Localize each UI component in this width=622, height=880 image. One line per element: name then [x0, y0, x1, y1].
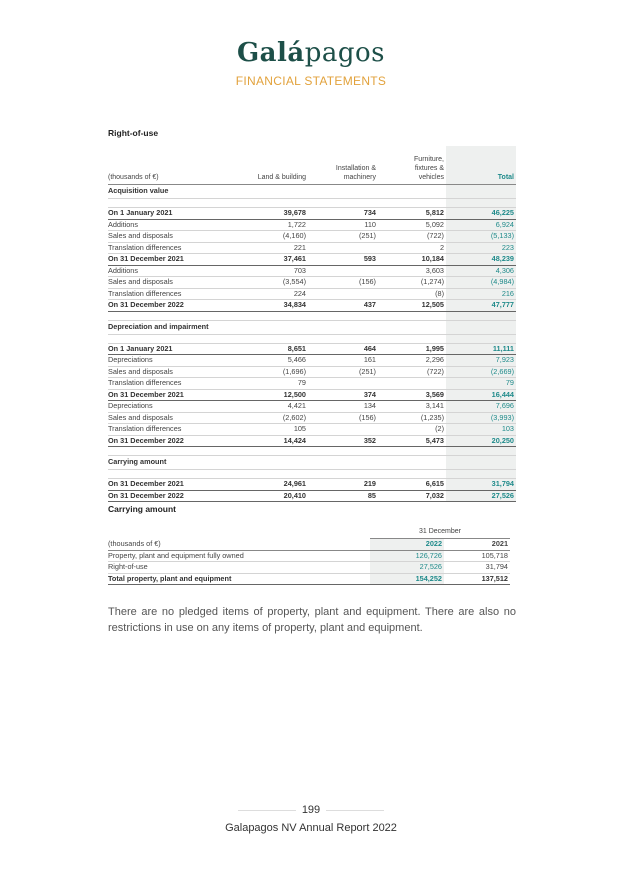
- page-number: 199: [301, 804, 321, 816]
- rou-carry-heading: Carrying amount: [108, 456, 250, 470]
- logo-light-part: pagos: [304, 38, 386, 68]
- rou-col-furniture-l3: vehicles: [418, 174, 444, 181]
- rou-col-furniture-l2: fixtures &: [414, 165, 444, 172]
- spacer-cell: [108, 470, 250, 479]
- rou-carry-heading-row: [108, 456, 516, 470]
- cell-total: 4,306: [446, 265, 516, 277]
- cell-furniture: 12,505: [378, 300, 446, 312]
- row-label: On 31 December 2021: [108, 389, 250, 401]
- empty-cell: [308, 456, 378, 470]
- cell-2022: 27,526: [370, 562, 444, 574]
- spacer-cell: [378, 199, 446, 208]
- rou-dep-heading: Depreciation and impairment: [108, 320, 250, 334]
- ca-group-row: [108, 526, 510, 539]
- cell-installation: 134: [308, 401, 378, 413]
- ca-col-2021: 2021: [444, 539, 510, 551]
- spacer-cell: [108, 199, 250, 208]
- cell-furniture: 5,092: [378, 219, 446, 231]
- table-row: [108, 366, 516, 378]
- rou-section-title: Right-of-use: [108, 128, 159, 138]
- cell-land: 8,651: [250, 343, 308, 355]
- row-label: Depreciations: [108, 401, 250, 413]
- cell-installation: 352: [308, 435, 378, 447]
- row-label: On 1 January 2021: [108, 343, 250, 355]
- cell-furniture: 7,032: [378, 490, 446, 502]
- spacer-cell: [250, 199, 308, 208]
- spacer-row: [108, 470, 516, 479]
- table-row: [108, 424, 516, 436]
- rou-col-installation-l2: machinery: [343, 174, 376, 181]
- row-label: Depreciations: [108, 355, 250, 367]
- spacer-row: [108, 311, 516, 320]
- report-title: Galapagos NV Annual Report 2022: [225, 822, 397, 834]
- ca-col-2022: 2022: [370, 539, 444, 551]
- spacer-cell: [378, 470, 446, 479]
- cell-furniture: 3,603: [378, 265, 446, 277]
- cell-total: 103: [446, 424, 516, 436]
- empty-cell: [308, 185, 378, 199]
- cell-land: 5,466: [250, 355, 308, 367]
- cell-furniture: 5,812: [378, 208, 446, 220]
- cell-total: 20,250: [446, 435, 516, 447]
- cell-2021: 31,794: [444, 562, 510, 574]
- cell-2021: 105,718: [444, 550, 510, 562]
- row-label: Sales and disposals: [108, 366, 250, 378]
- spacer-row: [108, 447, 516, 456]
- spacer-cell: [446, 199, 516, 208]
- cell-installation: 374: [308, 389, 378, 401]
- cell-land: (4,160): [250, 231, 308, 243]
- empty-cell: [446, 320, 516, 334]
- cell-total: 48,239: [446, 254, 516, 266]
- empty-cell: [250, 185, 308, 199]
- spacer-cell: [446, 311, 516, 320]
- row-label: On 31 December 2021: [108, 254, 250, 266]
- spacer-row: [108, 334, 516, 343]
- cell-total: (3,993): [446, 412, 516, 424]
- cell-total: 46,225: [446, 208, 516, 220]
- ca-group-label: 31 December: [370, 526, 510, 539]
- empty-cell: [378, 456, 446, 470]
- rou-col-installation-l1: Installation &: [335, 165, 376, 172]
- rou-header-row: [108, 146, 516, 185]
- spacer-cell: [378, 311, 446, 320]
- table-row: [108, 479, 516, 491]
- cell-total: 216: [446, 288, 516, 300]
- cell-total: 6,924: [446, 219, 516, 231]
- cell-land: 34,834: [250, 300, 308, 312]
- rou-dep-heading-row: [108, 320, 516, 334]
- cell-total: 79: [446, 378, 516, 390]
- table-row: [108, 254, 516, 266]
- row-label: On 31 December 2022: [108, 300, 250, 312]
- spacer-cell: [250, 470, 308, 479]
- cell-land: 224: [250, 288, 308, 300]
- cell-total: 223: [446, 242, 516, 254]
- cell-installation: 110: [308, 219, 378, 231]
- section-subtitle: FINANCIAL STATEMENTS: [235, 74, 387, 88]
- table-row: [108, 435, 516, 447]
- row-label: On 31 December 2021: [108, 479, 250, 491]
- cell-furniture: 5,473: [378, 435, 446, 447]
- cell-installation: (251): [308, 366, 378, 378]
- cell-installation: (156): [308, 412, 378, 424]
- table-row: [108, 378, 516, 390]
- spacer-cell: [378, 447, 446, 456]
- cell-installation: 85: [308, 490, 378, 502]
- cell-land: 105: [250, 424, 308, 436]
- table-row: [108, 277, 516, 289]
- rou-col-land: Land & building: [250, 146, 308, 185]
- cell-installation: 464: [308, 343, 378, 355]
- empty-cell: [378, 320, 446, 334]
- row-label: Total property, plant and equipment: [108, 573, 370, 585]
- cell-total: (2,669): [446, 366, 516, 378]
- company-logo: [0, 38, 622, 68]
- cell-land: (2,602): [250, 412, 308, 424]
- spacer-cell: [446, 447, 516, 456]
- cell-furniture: 3,141: [378, 401, 446, 413]
- cell-total: 27,526: [446, 490, 516, 502]
- cell-furniture: (1,235): [378, 412, 446, 424]
- row-label: Property, plant and equipment fully owned: [108, 550, 370, 562]
- spacer-cell: [250, 334, 308, 343]
- ca-col-label: (thousands of €): [108, 539, 370, 551]
- cell-land: 24,961: [250, 479, 308, 491]
- cell-furniture: 1,995: [378, 343, 446, 355]
- spacer-cell: [308, 199, 378, 208]
- table-row: [108, 412, 516, 424]
- empty-cell: [446, 185, 516, 199]
- cell-total: (4,984): [446, 277, 516, 289]
- ca-table: [108, 526, 510, 585]
- cell-furniture: 2: [378, 242, 446, 254]
- cell-installation: (156): [308, 277, 378, 289]
- table-row: [108, 490, 516, 502]
- spacer-cell: [108, 334, 250, 343]
- cell-2021: 137,512: [444, 573, 510, 585]
- cell-installation: 437: [308, 300, 378, 312]
- cell-installation: [308, 242, 378, 254]
- rou-acq-heading: Acquisition value: [108, 185, 250, 199]
- table-row: [108, 265, 516, 277]
- rou-col-furniture: [378, 146, 446, 185]
- ca-section-title: Carrying amount: [108, 504, 177, 514]
- table-row: [108, 231, 516, 243]
- table-row: [108, 219, 516, 231]
- rou-col-installation: [308, 146, 378, 185]
- cell-furniture: 2,296: [378, 355, 446, 367]
- cell-land: (1,696): [250, 366, 308, 378]
- row-label: Translation differences: [108, 424, 250, 436]
- cell-land: 221: [250, 242, 308, 254]
- table-row: [108, 550, 510, 562]
- cell-total: 47,777: [446, 300, 516, 312]
- cell-furniture: (2): [378, 424, 446, 436]
- ca-total-row: [108, 573, 510, 585]
- cell-installation: 219: [308, 479, 378, 491]
- rou-col-total: Total: [446, 146, 516, 185]
- cell-installation: (251): [308, 231, 378, 243]
- cell-installation: [308, 288, 378, 300]
- spacer-cell: [446, 334, 516, 343]
- cell-land: (3,554): [250, 277, 308, 289]
- cell-installation: 161: [308, 355, 378, 367]
- cell-total: 16,444: [446, 389, 516, 401]
- cell-land: 703: [250, 265, 308, 277]
- row-label: Sales and disposals: [108, 277, 250, 289]
- cell-land: 79: [250, 378, 308, 390]
- cell-installation: 734: [308, 208, 378, 220]
- spacer-row: [108, 199, 516, 208]
- cell-installation: 593: [308, 254, 378, 266]
- table-row: [108, 343, 516, 355]
- row-label: Sales and disposals: [108, 412, 250, 424]
- cell-2022: 126,726: [370, 550, 444, 562]
- rou-col-furniture-l1: Furniture,: [414, 156, 444, 163]
- cell-furniture: (722): [378, 231, 446, 243]
- body-paragraph: There are no pledged items of property, plant and equipment. There are also no restrictions in use on any items of property, plant and equipment.: [108, 606, 516, 634]
- spacer-cell: [308, 447, 378, 456]
- cell-2022: 154,252: [370, 573, 444, 585]
- cell-land: 20,410: [250, 490, 308, 502]
- empty-cell: [446, 456, 516, 470]
- row-label: Sales and disposals: [108, 231, 250, 243]
- table-row: [108, 288, 516, 300]
- cell-land: 39,678: [250, 208, 308, 220]
- cell-land: 14,424: [250, 435, 308, 447]
- cell-installation: [308, 265, 378, 277]
- cell-land: 4,421: [250, 401, 308, 413]
- empty-cell: [378, 185, 446, 199]
- cell-total: (5,133): [446, 231, 516, 243]
- spacer-cell: [308, 334, 378, 343]
- spacer-cell: [108, 447, 250, 456]
- table-row: [108, 355, 516, 367]
- row-label: On 31 December 2022: [108, 435, 250, 447]
- row-label: Additions: [108, 265, 250, 277]
- cell-installation: [308, 378, 378, 390]
- rou-acq-heading-row: [108, 185, 516, 199]
- row-label: Translation differences: [108, 288, 250, 300]
- spacer-cell: [308, 311, 378, 320]
- table-row: [108, 208, 516, 220]
- logo-bold-part: Galá: [236, 38, 305, 68]
- table-row: [108, 562, 510, 574]
- cell-land: 1,722: [250, 219, 308, 231]
- cell-furniture: 6,615: [378, 479, 446, 491]
- empty-cell: [308, 320, 378, 334]
- spacer-cell: [108, 311, 250, 320]
- cell-total: 7,923: [446, 355, 516, 367]
- row-label: Translation differences: [108, 378, 250, 390]
- cell-land: 37,461: [250, 254, 308, 266]
- spacer-cell: [446, 470, 516, 479]
- cell-furniture: (1,274): [378, 277, 446, 289]
- spacer-cell: [250, 311, 308, 320]
- table-row: [108, 300, 516, 312]
- spacer-cell: [378, 334, 446, 343]
- cell-furniture: [378, 378, 446, 390]
- row-label: Right-of-use: [108, 562, 370, 574]
- cell-furniture: (722): [378, 366, 446, 378]
- cell-installation: [308, 424, 378, 436]
- cell-land: 12,500: [250, 389, 308, 401]
- rou-col-label: (thousands of €): [108, 146, 250, 185]
- empty-cell: [250, 456, 308, 470]
- empty-cell: [250, 320, 308, 334]
- rou-table: [108, 146, 516, 502]
- cell-furniture: 3,569: [378, 389, 446, 401]
- table-row: [108, 401, 516, 413]
- table-row: [108, 389, 516, 401]
- cell-total: 11,111: [446, 343, 516, 355]
- spacer-cell: [308, 470, 378, 479]
- row-label: On 1 January 2021: [108, 208, 250, 220]
- cell-total: 7,696: [446, 401, 516, 413]
- spacer-cell: [250, 447, 308, 456]
- cell-total: 31,794: [446, 479, 516, 491]
- ca-year-row: [108, 539, 510, 551]
- row-label: On 31 December 2022: [108, 490, 250, 502]
- cell-furniture: (8): [378, 288, 446, 300]
- table-row: [108, 242, 516, 254]
- row-label: Translation differences: [108, 242, 250, 254]
- row-label: Additions: [108, 219, 250, 231]
- cell-furniture: 10,184: [378, 254, 446, 266]
